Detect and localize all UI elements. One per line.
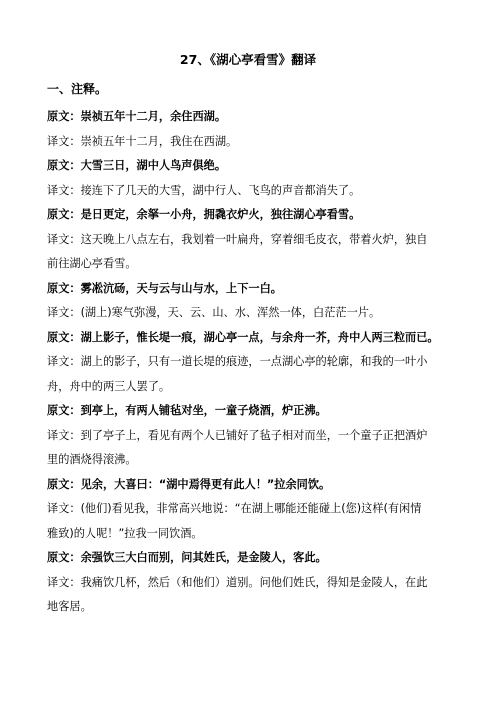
translation-text-line: 雅致)的人呢！”拉我一同饮酒。 xyxy=(47,526,203,540)
translation-text-line: 里的酒烧得滚沸。 xyxy=(47,453,137,466)
original-text-line: 原文：余强饮三大白而别，问其姓氏，是金陵人，客此。 xyxy=(47,551,327,564)
original-text-line: 原文：是日更定，余拏一小舟，拥毳衣炉火，独往湖心亭看雪。 xyxy=(47,208,361,221)
translation-text-line: 前往湖心亭看雪。 xyxy=(47,257,137,270)
section-heading: 一、注释。 xyxy=(47,82,108,96)
translation-text-line: 译文：湖上的影子，只有一道长堤的痕迹，一点湖心亭的轮廓，和我的一叶小 xyxy=(47,355,428,368)
translation-text-line: 译文：这天晚上八点左右，我划着一叶扁舟，穿着细毛皮衣，带着火炉，独自 xyxy=(47,232,428,246)
document-title: 27、《湖心亭看雪》翻译 xyxy=(179,52,317,67)
translation-text-line: 译文：(湖上)寒气弥漫，天、云、山、水、浑然一体，白茫茫一片。 xyxy=(47,306,381,319)
original-text-line: 原文：雾凇沆砀，天与云与山与水，上下一白。 xyxy=(47,281,282,295)
translation-text-line: 译文：我痛饮几杯，然后（和他们）道别。问他们姓氏，得知是金陵人，在此 xyxy=(47,575,428,589)
original-text-line: 原文：见余，大喜曰：“湖中焉得更有此人！”拉余同饮。 xyxy=(47,477,331,491)
translation-text-line: 地客居。 xyxy=(47,600,92,613)
translation-text-line: 译文：接连下了几天的大雪，湖中行人、飞鸟的声音都消失了。 xyxy=(47,183,361,197)
translation-text-line: 舟，舟中的两三人罢了。 xyxy=(47,379,171,393)
translation-text-line: 译文：到了亭子上，看见有两个人已铺好了毡子相对而坐，一个童子正把酒炉 xyxy=(47,428,428,442)
original-text-line: 原文：崇祯五年十二月，余住西湖。 xyxy=(47,110,227,123)
translation-text-line: 译文：崇祯五年十二月，我住在西湖。 xyxy=(47,134,238,148)
original-text-line: 原文：大雪三日，湖中人鸟声俱绝。 xyxy=(47,159,227,172)
document-body xyxy=(47,105,462,620)
original-text-line: 原文：湖上影子，惟长堤一痕，湖心亭一点，与余舟一芥，舟中人两三粒而已。 xyxy=(47,330,439,344)
original-text-line: 原文：到亭上，有两人铺毡对坐，一童子烧酒，炉正沸。 xyxy=(47,404,327,417)
translation-text-line: 译文：(他们)看见我，非常高兴地说：“在湖上哪能还能碰上(您)这样(有闲情 xyxy=(47,502,422,515)
